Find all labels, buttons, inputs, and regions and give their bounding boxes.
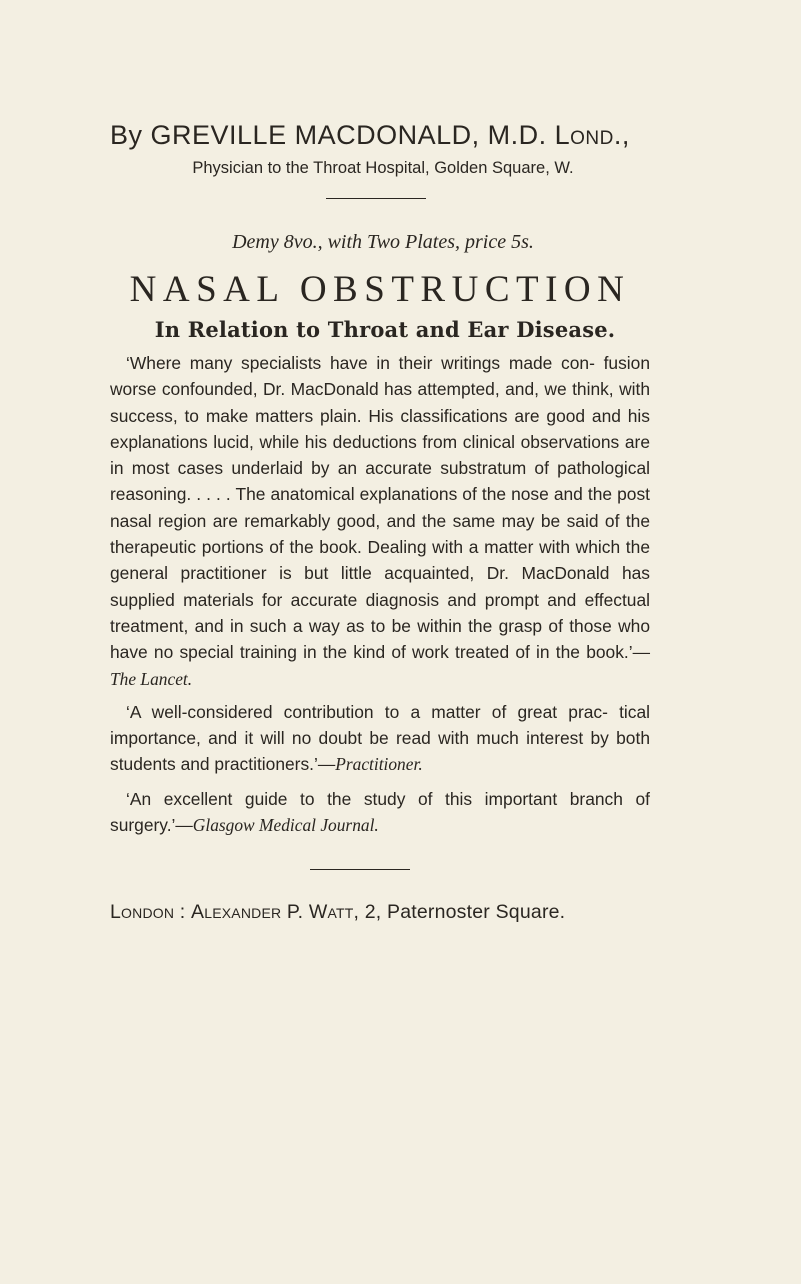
publisher-line xyxy=(110,901,650,924)
edition-details: Demy 8vo., with Two Plates, price 5s. xyxy=(232,231,534,253)
review-text: ‘An excellent guide to the study of this important branch of surgery.’— xyxy=(110,788,650,836)
book-title: NASAL OBSTRUCTION xyxy=(129,269,631,310)
review-text: ‘Where many specialists have in their writings made con- fusion worse confounded, Dr. MacDonald has attempted, and, we think, with success, to make matters plain. His classifications are good and his explanations lucid, while his deductions from clinical observations are in most cases underlaid by an accurate substratum of pathological reasoning. . . . . The anatomical explanations of the nose and the post nasal region are remarkably good, and the same may be said of the therapeutic portions of the book. Dealing with a matter with which the general practitioner is but little acquainted, Dr. MacDonald has supplied materials for accurate diagnosis and prompt and effectual treatment, and in such a way as to be within the grasp of those who have no special training in the kind of work treated of in the book.’— xyxy=(110,353,650,663)
divider-rule-top xyxy=(326,198,426,199)
review-source: Glasgow Medical Journal. xyxy=(192,815,379,836)
publisher-address: 2, Paternoster Square. xyxy=(364,901,566,924)
advertisement-page xyxy=(110,120,650,924)
publisher-city: London : xyxy=(110,901,186,924)
review-source: Practitioner. xyxy=(335,754,423,775)
book-subtitle: In Relation to Throat and Ear Disease. xyxy=(154,317,616,342)
author-line xyxy=(110,120,650,151)
publisher-name: Alexander P. Watt, xyxy=(191,901,360,924)
divider-rule-bottom xyxy=(310,869,410,870)
review-lancet xyxy=(110,350,650,692)
author-name: GREVILLE MACDONALD, M.D. xyxy=(150,120,547,150)
author-prefix: By xyxy=(110,120,151,150)
author-affiliation: Physician to the Throat Hospital, Golden Square, W. xyxy=(192,159,574,177)
review-glasgow-medical-journal xyxy=(110,786,650,839)
review-text: ‘A well-considered contribution to a matter of great prac- tical importance, and it will no doubt be read with much interest by both students and practitioners.’— xyxy=(110,701,650,775)
review-source: The Lancet. xyxy=(110,668,193,689)
review-practitioner xyxy=(110,699,650,778)
author-degree: Lond., xyxy=(554,120,630,150)
